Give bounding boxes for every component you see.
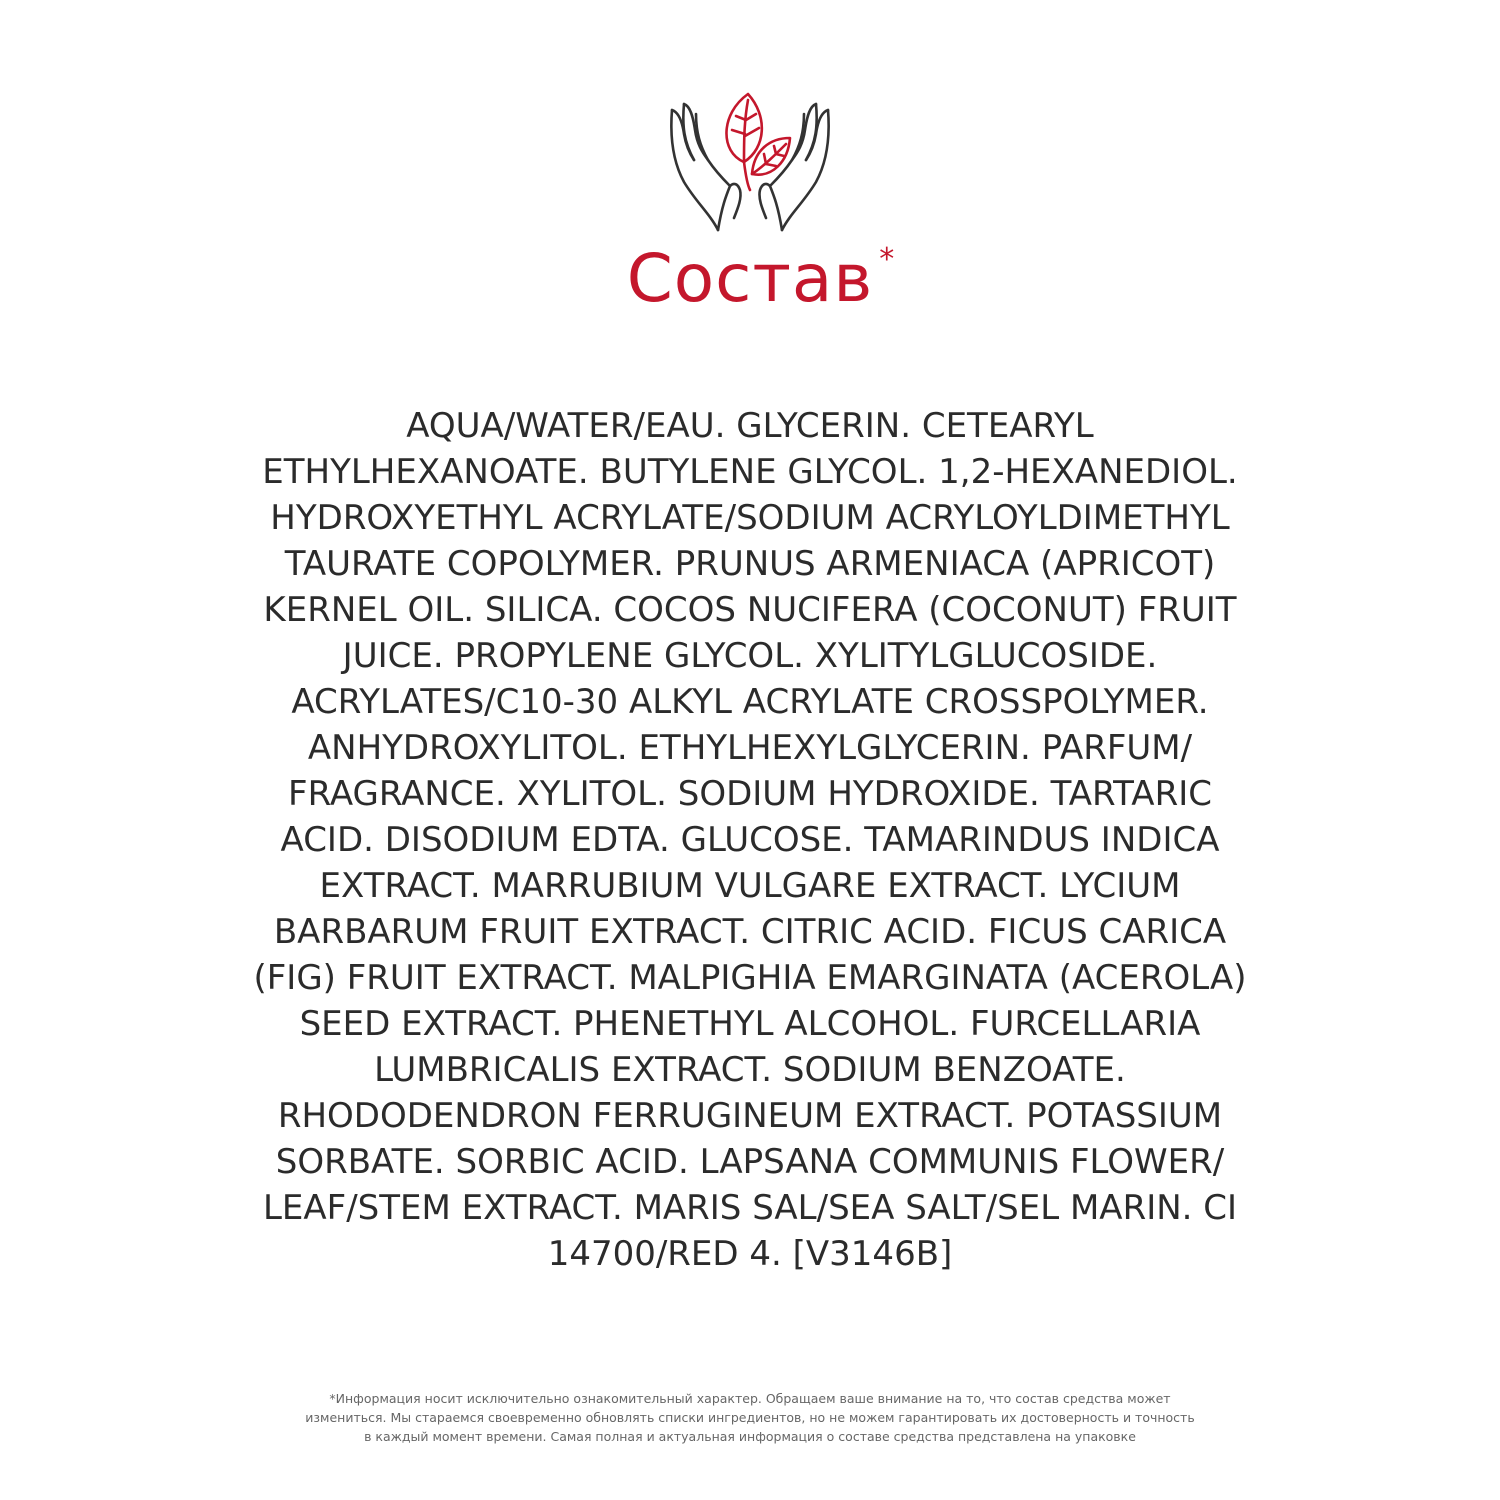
disclaimer bbox=[150, 1389, 1350, 1446]
ingredient-line: EXTRACT. MARRUBIUM VULGARE EXTRACT. LYCIUM bbox=[319, 866, 1181, 906]
title-text: Состав bbox=[626, 240, 874, 317]
ingredient-line: FRAGRANCE. XYLITOL. SODIUM HYDROXIDE. TARTARIC bbox=[288, 774, 1212, 814]
ingredients-list bbox=[150, 403, 1350, 1277]
page-title bbox=[626, 240, 896, 317]
ingredient-line: AQUA/WATER/EAU. GLYCERIN. CETEARYL bbox=[406, 406, 1094, 446]
disclaimer-line: *Информация носит исключительно ознакомительный характер. Обращаем ваше внимание на то, что состав средства может bbox=[329, 1391, 1171, 1406]
ingredient-line: KERNEL OIL. SILICA. COCOS NUCIFERA (COCONUT) FRUIT bbox=[263, 590, 1237, 630]
disclaimer-line: в каждый момент времени. Самая полная и актуальная информация о составе средства представлена на упаковке bbox=[364, 1429, 1136, 1444]
ingredient-line: SORBATE. SORBIC ACID. LAPSANA COMMUNIS FLOWER/ bbox=[275, 1142, 1225, 1182]
ingredient-line: RHODODENDRON FERRUGINEUM EXTRACT. POTASSIUM bbox=[277, 1096, 1223, 1136]
ingredient-line: BARBARUM FRUIT EXTRACT. CITRIC ACID. FICUS CARICA bbox=[273, 912, 1227, 952]
ingredient-line: LEAF/STEM EXTRACT. MARIS SAL/SEA SALT/SEL MARIN. CI bbox=[262, 1188, 1238, 1228]
ingredient-line: ACID. DISODIUM EDTA. GLUCOSE. TAMARINDUS INDICA bbox=[280, 820, 1220, 860]
hands-with-leaves-icon bbox=[660, 90, 840, 240]
ingredient-line: HYDROXYETHYL ACRYLATE/SODIUM ACRYLOYLDIMETHYL bbox=[270, 498, 1230, 538]
ingredient-line: LUMBRICALIS EXTRACT. SODIUM BENZOATE. bbox=[374, 1050, 1126, 1090]
ingredient-line: 14700/RED 4. [V3146B] bbox=[547, 1234, 953, 1274]
ingredient-line: (FIG) FRUIT EXTRACT. MALPIGHIA EMARGINATA (ACEROLA) bbox=[253, 958, 1247, 998]
ingredient-line: ETHYLHEXANOATE. BUTYLENE GLYCOL. 1,2-HEXANEDIOL. bbox=[262, 452, 1238, 492]
ingredient-line: ACRYLATES/C10-30 ALKYL ACRYLATE CROSSPOLYMER. bbox=[291, 682, 1209, 722]
ingredient-line: TAURATE COPOLYMER. PRUNUS ARMENIACA (APRICOT) bbox=[284, 544, 1216, 584]
disclaimer-line: измениться. Мы стараемся своевременно обновлять списки ингредиентов, но не можем гарантировать их достоверность и точность bbox=[305, 1410, 1195, 1425]
ingredient-line: SEED EXTRACT. PHENETHYL ALCOHOL. FURCELLARIA bbox=[299, 1004, 1201, 1044]
ingredient-line: JUICE. PROPYLENE GLYCOL. XYLITYLGLUCOSIDE. bbox=[342, 636, 1158, 676]
title-block bbox=[0, 240, 1500, 317]
ingredient-line: ANHYDROXYLITOL. ETHYLHEXYLGLYCERIN. PARFUM/ bbox=[307, 728, 1193, 768]
footnote-mark: * bbox=[879, 242, 896, 277]
